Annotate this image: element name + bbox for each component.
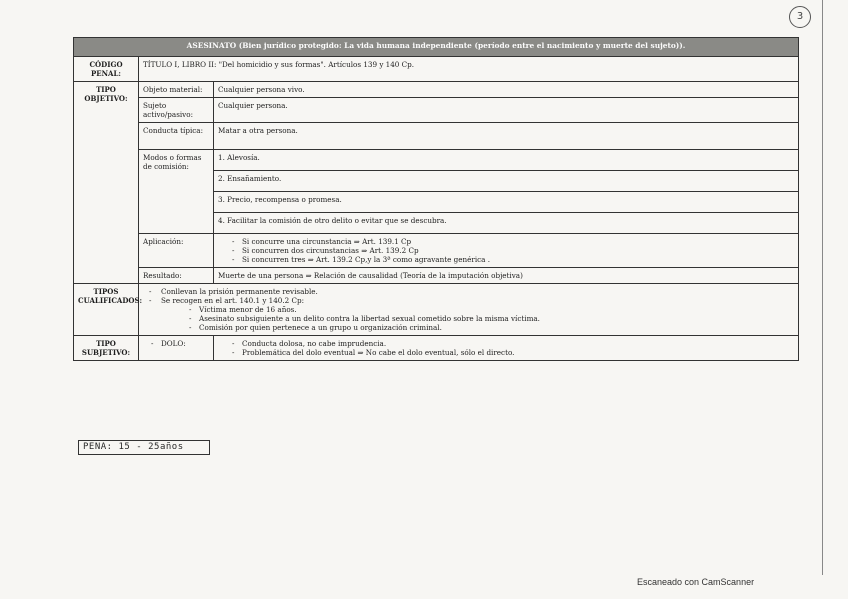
list-item: - Comisión por quien pertenece a un grupo u organización criminal.: [189, 323, 794, 332]
objeto-material-row: [74, 82, 799, 98]
objeto-material-value: Cualquier persona vivo.: [214, 82, 799, 98]
resultado-value: Muerte de una persona ⇒ Relación de causalidad (Teoría de la imputación objetiva): [214, 268, 799, 284]
list-item: - Conllevan la prisión permanente revisable.: [143, 287, 794, 296]
tipos-cualificados-label: TIPOS CUALIFICADOS:: [74, 284, 139, 336]
page-edge-line: [822, 0, 823, 575]
aplicacion-label: Aplicación:: [139, 234, 214, 268]
resultado-row: [74, 268, 799, 284]
cualificados-item2-text: Se recogen en el art. 140.1 y 140.2 Cp:: [161, 296, 305, 305]
list-item: - Si concurre una circunstancia ⇒ Art. 139.1 Cp: [232, 237, 794, 246]
list-item: - Conducta dolosa, no cabe imprudencia.: [232, 339, 794, 348]
sujeto-label: Sujeto activo/pasivo:: [139, 98, 214, 123]
objeto-material-label: Objeto material:: [139, 82, 214, 98]
list-item: - Asesinato subsiguiente a un delito contra la libertad sexual cometido sobre la misma víctima.: [189, 314, 794, 323]
modos-label: Modos o formas de comisión:: [139, 150, 214, 234]
tipo-subjetivo-value: [214, 336, 799, 361]
pena-handwritten-note: PENA: 15 - 25años: [78, 440, 210, 455]
codigo-penal-value: TÍTULO I, LIBRO II: "Del homicidio y sus formas". Artículos 139 y 140 Cp.: [139, 57, 799, 82]
conducta-value: Matar a otra persona.: [214, 123, 799, 150]
codigo-penal-label: CÓDIGO PENAL:: [74, 57, 139, 82]
tipo-subjetivo-label: TIPO SUBJETIVO:: [74, 336, 139, 361]
aplicacion-row: [74, 234, 799, 268]
resultado-label: Resultado:: [139, 268, 214, 284]
cualificados-sublist: [161, 305, 794, 332]
aplicacion-value: [214, 234, 799, 268]
conducta-label: Conducta típica:: [139, 123, 214, 150]
modo-item: 1. Alevosía.: [214, 150, 799, 171]
dolo-list: [143, 339, 209, 348]
modo-item: 4. Facilitar la comisión de otro delito o evitar que se descubra.: [214, 213, 799, 234]
table-header: ASESINATO (Bien jurídico protegido: La vida humana independiente (período entre el nacimiento y muerte del sujeto)).: [74, 38, 799, 57]
asesinato-table: [73, 37, 799, 361]
modos-row: [74, 150, 799, 171]
list-item: - Víctima menor de 16 años.: [189, 305, 794, 314]
codigo-penal-row: [74, 57, 799, 82]
list-item: - Problemática del dolo eventual ⇒ No cabe el dolo eventual, sólo el directo.: [232, 348, 794, 357]
modo-item: 2. Ensañamiento.: [214, 171, 799, 192]
header-row: [74, 38, 799, 57]
dolo-label: - DOLO:: [151, 339, 209, 348]
subjetivo-list: [218, 339, 794, 357]
conducta-row: [74, 123, 799, 150]
sujeto-value: Cualquier persona.: [214, 98, 799, 123]
modo-item: 3. Precio, recompensa o promesa.: [214, 192, 799, 213]
list-item: - Si concurren dos circunstancias ⇒ Art. 139.2 Cp: [232, 246, 794, 255]
camscanner-watermark: Escaneado con CamScanner: [637, 577, 755, 587]
tipos-cualificados-row: [74, 284, 799, 336]
list-item: - Si concurren tres ⇒ Art. 139.2 Cp,y la 3ª como agravante genérica .: [232, 255, 794, 264]
page-number: 3: [789, 6, 811, 28]
list-item: [143, 296, 794, 332]
dolo-cell: [139, 336, 214, 361]
tipos-cualificados-value: [139, 284, 799, 336]
cualificados-list: [143, 287, 794, 332]
aplicacion-list: [218, 237, 794, 264]
tipo-subjetivo-row: [74, 336, 799, 361]
sujeto-row: [74, 98, 799, 123]
tipo-objetivo-label: TIPO OBJETIVO:: [74, 82, 139, 284]
